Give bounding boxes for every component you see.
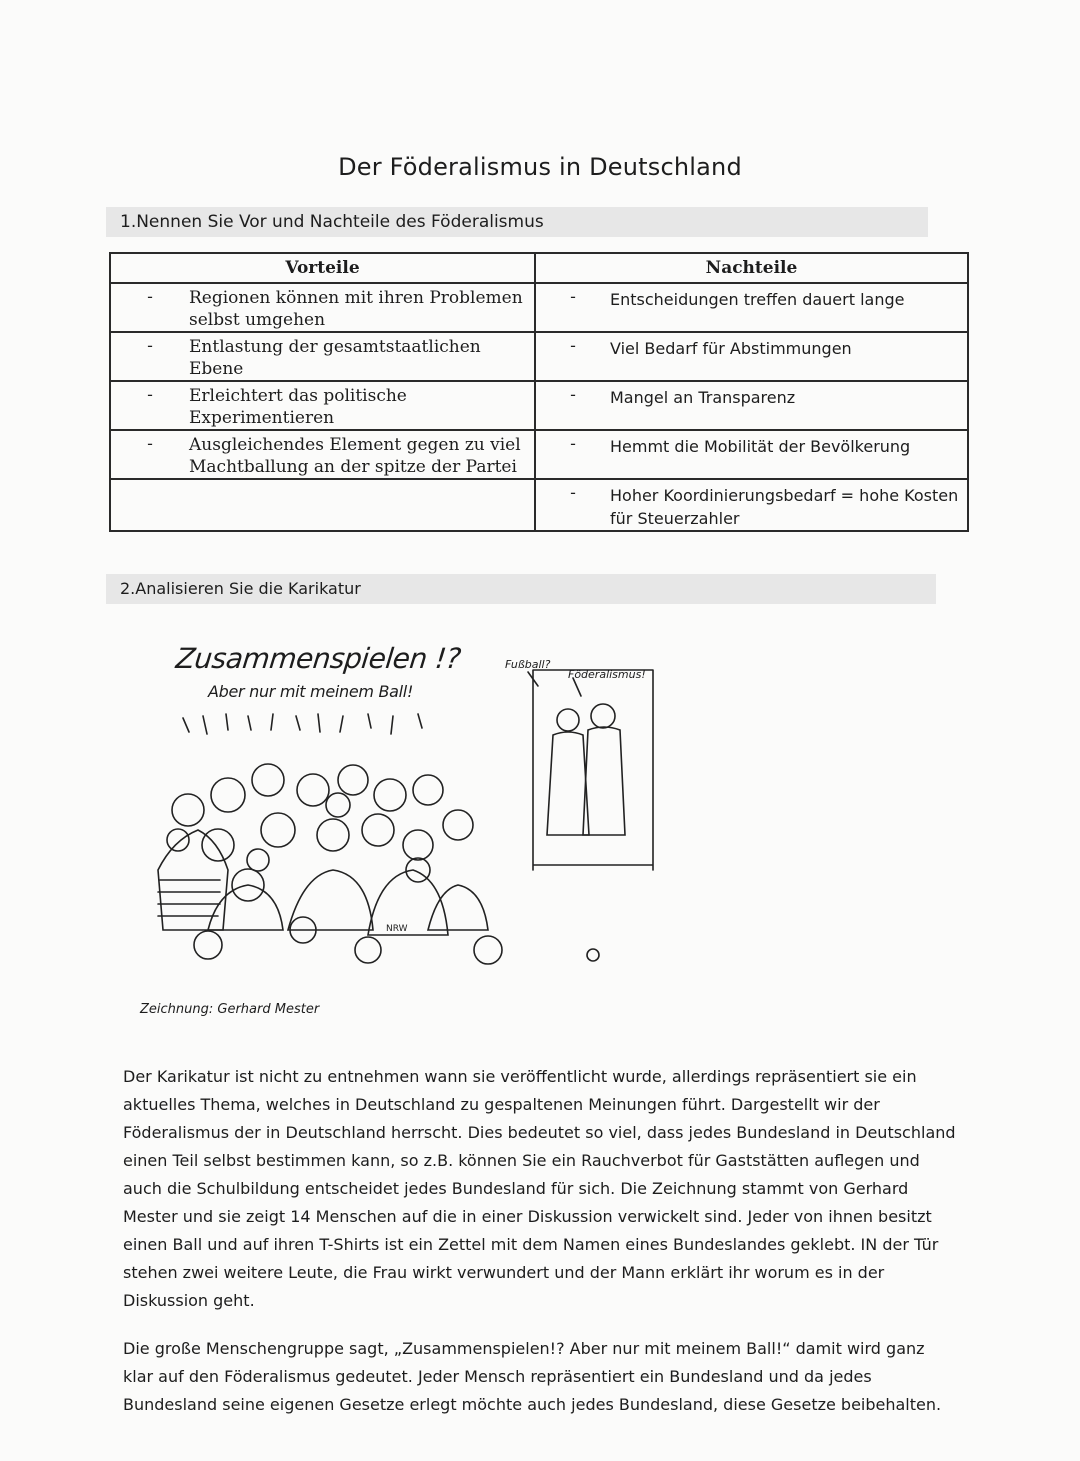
cartoon-credit: Zeichnung: Gerhard Mester — [140, 1002, 320, 1017]
pro-text: Entlastung der gesamtstaatlichen Ebene — [189, 337, 481, 379]
header-nachteile: Nachteile — [535, 253, 968, 283]
bullet-dash: - — [570, 483, 576, 502]
table-row — [110, 332, 968, 381]
analysis-paragraph-1: Der Karikatur ist nicht zu entnehmen wann sie veröffentlicht wurde, allerdings repräsentiert sie ein aktuelles Thema, welches in Deutschland zu gespaltenen Meinungen führt. Dargestellt wir der Föderalismus der in Deutschland herrscht. Dies bedeutet so viel, dass jedes Bundesland in Deutschland einen Teil selbst bestimmen kann, so z.B. können Sie ein Rauchverbot für Gaststätten auflegen und auch die Schulbildung entscheidet jedes Bundesland für sich. Die Zeichnung stammt von Gerhard Mester und sie zeigt 14 Menschen auf die in einer Diskussion verwickelt sind. Jeder von ihnen besitzt einen Ball und auf ihren T-Shirts ist ein Zettel mit dem Namen eines Bundeslandes geklebt. IN der Tür stehen zwei weitere Leute, die Frau wirkt verwundert und der Mann erklärt ihr worum es in der Diskussion geht. — [123, 1067, 956, 1310]
page-title: Der Föderalismus in Deutschland — [338, 153, 742, 181]
con-text: Entscheidungen treffen dauert lange — [610, 290, 905, 309]
cartoon-title: Zusammenspielen !? — [174, 642, 463, 675]
shirt-label: NRW — [386, 924, 408, 934]
bullet-dash: - — [570, 336, 576, 355]
bubble-fussball: Fußball? — [505, 658, 551, 671]
pro-text: Erleichtert das politische Experimentieren — [189, 386, 407, 428]
bullet-dash: - — [147, 434, 153, 453]
bullet-dash: - — [570, 385, 576, 404]
table-row — [110, 479, 968, 531]
pros-cons-table — [109, 252, 969, 532]
table-row — [110, 381, 968, 430]
bullet-dash: - — [570, 434, 576, 453]
table-row — [110, 430, 968, 479]
analysis-paragraph-2: Die große Menschengruppe sagt, „Zusammenspielen!? Aber nur mit meinem Ball!“ damit wird ganz klar auf den Föderalismus gedeutet. Jeder Mensch repräsentiert ein Bundesland und da jedes Bundesland seine eigenen Gesetze erlegt möchte auch jedes Bundesland, diese Gesetze beibehalten. — [123, 1339, 942, 1414]
bullet-dash: - — [147, 385, 153, 404]
pro-text: Ausgleichendes Element gegen zu viel Machtballung an der spitze der Partei — [189, 435, 521, 477]
table-header-row — [110, 253, 968, 283]
header-vorteile: Vorteile — [110, 253, 535, 283]
con-text: Viel Bedarf für Abstimmungen — [610, 339, 852, 358]
bullet-dash: - — [147, 287, 153, 306]
bullet-dash: - — [570, 287, 576, 306]
con-text: Mangel an Transparenz — [610, 388, 796, 407]
con-text: Hoher Koordinierungsbedarf = hohe Kosten für Steuerzahler — [610, 486, 959, 528]
table-row — [110, 283, 968, 332]
section-heading-1: 1.Nennen Sie Vor und Nachteile des Föderalismus — [106, 207, 928, 237]
bullet-dash: - — [147, 336, 153, 355]
con-text: Hemmt die Mobilität der Bevölkerung — [610, 437, 911, 456]
pro-text: Regionen können mit ihren Problemen selbst umgehen — [189, 288, 523, 330]
bubble-foederalismus: Föderalismus! — [568, 668, 646, 681]
cartoon-subtitle: Aber nur mit meinem Ball! — [208, 682, 414, 701]
section-heading-2: 2.Analisieren Sie die Karikatur — [106, 574, 936, 604]
